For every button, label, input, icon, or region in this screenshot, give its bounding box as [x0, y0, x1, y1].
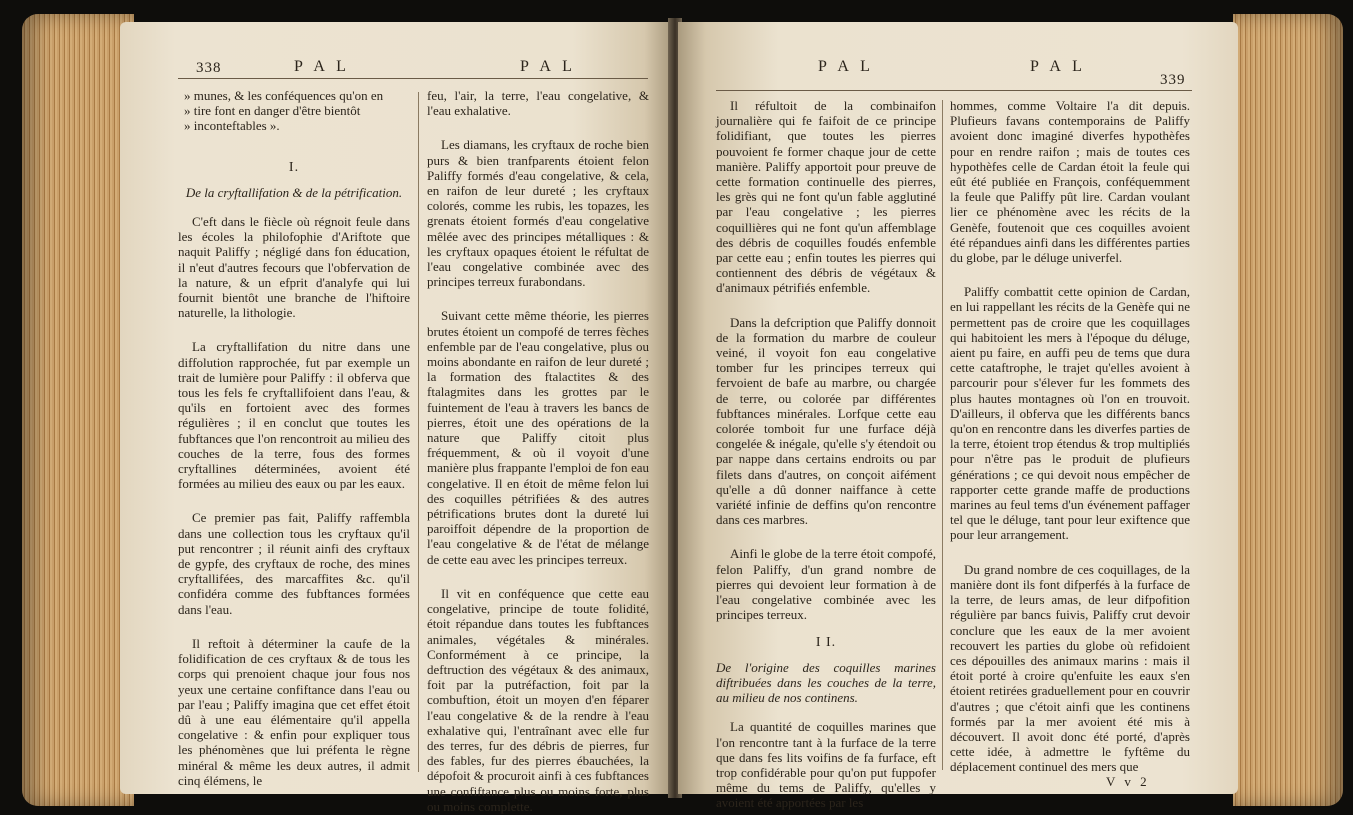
- quote-line: » tire font en danger d'être bientôt: [184, 103, 361, 119]
- paragraph: hommes, comme Voltaire l'a dit depuis. Plufieurs favans contemporains de Paliffy avoient donc imaginé diverfes hypothèfes pour en rendre raifon ; mais de toutes ces hypothèfes celle de Cardan étoit la feule qui eût été publiée en François, conféquemment la feule que Paliffy pût lire. Cardan voulant lier ce phénomène avec les récits de la Genèfe, foutenoit que ces coquilles avoient été répandues ainfi dans les différentes parties du globe, par le déluge univerfel.: [950, 98, 1190, 266]
- left-header-rule: [178, 78, 648, 79]
- paragraph: La cryftallifation du nitre dans une diffolution rapprochée, fut par exemple un trait de lumière pour Paliffy : il obferva que tous les fels fe cryftallifoient dans l'eau, & qu'ils en fortoient avec des formes régulières ; il en conclut que toutes les fubftances que l'on rencontroit au milieu des couches de la terre, fous des formes cryftallines déterminées, avoient été formées au milieu des eaux ou par les eaux.: [178, 339, 410, 492]
- left-page-number: 338: [196, 60, 222, 76]
- right-page-number: 339: [1160, 72, 1186, 88]
- paragraph: Suivant cette même théorie, les pierres brutes étoient un compofé de terres fèches enfemble par de l'eau congelative, plus ou moins abondante en raifon de leur dureté ; la formation des ftalactites & des ftalagmites dans les grottes par le fuintement de l'eau à travers les bancs de pierres, étoit une des opérations de la nature que Paliffy citoit plus fréquemment, & où il voyoit d'une manière plus frappante l'emploi de fon eau congelative. Il en étoit de même felon lui des coquilles pétrifiées & des autres pétrifications brutes dont la dureté lui paroiffoit dépendre de la proportion de l'eau congelative & de l'état de mélange de cette eau avec les principes terreux.: [427, 308, 649, 567]
- right-header-rule: [716, 90, 1192, 91]
- right-running-header-a: P A L: [818, 58, 874, 75]
- left-column-b: [427, 88, 649, 814]
- section-title: De l'origine des coquilles marines diftribuées dans les couches de la terre, au milieu de nos continens.: [716, 659, 936, 706]
- right-column-rule: [942, 100, 943, 770]
- paragraph: feu, l'air, la terre, l'eau congelative, & l'eau exhalative.: [427, 88, 649, 119]
- paragraph: Du grand nombre de ces coquillages, de la manière dont ils font difperfés à la furface de la terre, de leurs amas, de leur difpofition régulière par bancs fuivis, Paliffy crut devoir conclure que les eaux de la mer avoient recouvert les parties du globe où refidoient ces dépouilles des animaux marins : mais il étoit porté à croire qu'enfuite les eaux s'en étoient retirées graduellement pour en couvrir d'autres ; que c'étoit ainfi que les continens formés par la mer avoient été mis à découvert. Il avoit donc été porté, d'après cette idée, à admettre le fyftême du déplacement continuel des mers que: [950, 561, 1190, 775]
- paragraph: Dans la defcription que Paliffy donnoit de la formation du marbre de couleur veiné, il voyoit fon eau congelative tomber fur les principes terreux qui fervoient de bafe au marbre, ou chargée de terre, ou colorée par différentes fubftances minérales. Lorfque cette eau colorée tomboit fur une furface déjà congelée & inégale, qu'elle s'y étendoit ou par nappe dans certains endroits ou par filets dans d'autres, on conçoit aifément qu'elle a dû donner naiffance à cette variété infinie de deffins qu'on rencontre dans ces marbres.: [716, 314, 936, 528]
- left-running-header-a: P A L: [294, 58, 350, 75]
- quote-line: » inconteftables ».: [184, 118, 280, 134]
- section-number: I.: [288, 159, 300, 175]
- quote-line: » munes, & les conféquences qu'on en: [184, 88, 384, 103]
- section-title: De la cryftallifation & de la pétrification.: [185, 184, 403, 200]
- paragraph: Il reftoit à déterminer la caufe de la folidification de ces cryftaux & de tous les corps qui prenoient chaque jour fous nos yeux une certaine confiftance dans l'eau ou par l'eau ; Paliffy imagina que cet effet étoit dû à une eau élémentaire qu'il appella congelative : & enfin pour expliquer tous les phénomènes que lui préfenta le règne minéral & même les deux autres, il admit cinq élémens, le: [178, 635, 410, 788]
- right-column-b: [950, 98, 1190, 775]
- paragraph: C'eft dans le fiècle où régnoit feule dans les écoles la philofophie d'Ariftote que naquit Paliffy ; négligé dans fon éducation, il n'eut d'autres fecours que l'obfervation de la nature, & un efprit d'analyfe qui lui fournit bientôt une branche de l'hiftoire naturelle, la lithologie.: [178, 214, 410, 321]
- signature-mark: V v 2: [1106, 774, 1150, 789]
- paragraph: Il réfultoit de la combinaifon journalière qui fe faifoit de ce principe folidifiant, que toutes les pierres pouvoient fe former chaque jour de cette manière. Paliffy apportoit pour preuve de cette formation continuelle des pierres, les grès qui ne font qu'un fable agglutiné par l'eau congelative ; les pierres coquillières qui ne font qu'un affemblage des débris de coquilles foudés enfemble par cette eau ; enfin toutes les pierres qui contiennent des débris de végétaux & d'animaux pétrifiés enfemble.: [716, 98, 936, 296]
- left-column-rule: [418, 92, 419, 772]
- paragraph: La quantité de coquilles marines que l'on rencontre tant à la furface de la terre que dans fes lits voifins de fa furface, eft trop confidérable pour qu'on put fuppofer même du tems de Paliffy, qu'elles y avoient été apportées par les: [716, 719, 936, 811]
- right-running-header-b: P A L: [1030, 58, 1086, 75]
- right-column-a: [716, 98, 936, 811]
- right-page-edges: [1233, 14, 1343, 806]
- left-column-a: [178, 88, 410, 788]
- paragraph: Paliffy combattit cette opinion de Cardan, en lui rappellant les récits de la Genèfe qui ne permettent pas de croire que les coquillages qui habitoient les mers à l'époque du déluge, aient pu faire, en auffi peu de tems que dura cette cataftrophe, le trajet qu'elles avoient à parcourir pour s'élever fur les fommets des plus hautes montagnes où l'on en trouvoit. D'ailleurs, il obferva que les différents bancs qu'on en rencontre dans les diverfes parties de la terre, étoient trop étendus & trop multipliés pour n'être pas le produit de plufieurs générations ; ce qui devoit nous empêcher de rapporter cette grande maffe de productions marines au feul tems d'un événement paffager tel que le déluge, tant pour leur exiftence que pour leur arrangement.: [950, 284, 1190, 543]
- section-number: I I.: [815, 634, 837, 650]
- paragraph: Il vit en conféquence que cette eau congelative, principe de toute folidité, étoit répandue dans toutes les fubftances animales, végétales & minérales. Conformément à ce principe, la deftruction des végétaux & des animaux, foit par la putréfaction, foit par la combuftion, étoit un moyen d'en féparer l'eau congelative & de la rendre à l'eau exhalative qui, l'entraînant avec elle fur des terres, fur des débris de pierres, fur des fables, fur des pierres ébauchées, la dépofoit & procuroit ainfi à ces fubftances une confiftance plus ou moins forte, plus ou moins complette.: [427, 585, 649, 814]
- left-running-header-b: P A L: [520, 58, 576, 75]
- paragraph: Les diamans, les cryftaux de roche bien purs & bien tranfparents étoient felon Paliffy formés d'eau congelative, & cela, en raifon de leur dureté ; les cryftaux colorés, comme les rubis, les topazes, les grenats étoient formés d'eau congelative mêlée avec des principes métalliques : & les cryftaux opaques étoient le réfultat de l'eau congelative combinée avec des principes terreux furabondans.: [427, 137, 649, 290]
- paragraph: Ce premier pas fait, Paliffy raffembla dans une collection tous les cryftaux qu'il put rencontrer ; il réunit ainfi des cryftaux de gypfe, des cryftaux de roche, des mines cryftallifées, des marcaffites &c. qu'il confidéra comme des fubftances formées dans l'eau.: [178, 510, 410, 617]
- paragraph: Ainfi le globe de la terre étoit compofé, felon Paliffy, d'un grand nombre de pierres qui devoient leur formation à de l'eau congelative combinée avec les principes terreux.: [716, 546, 936, 623]
- left-page-edges: [22, 14, 134, 806]
